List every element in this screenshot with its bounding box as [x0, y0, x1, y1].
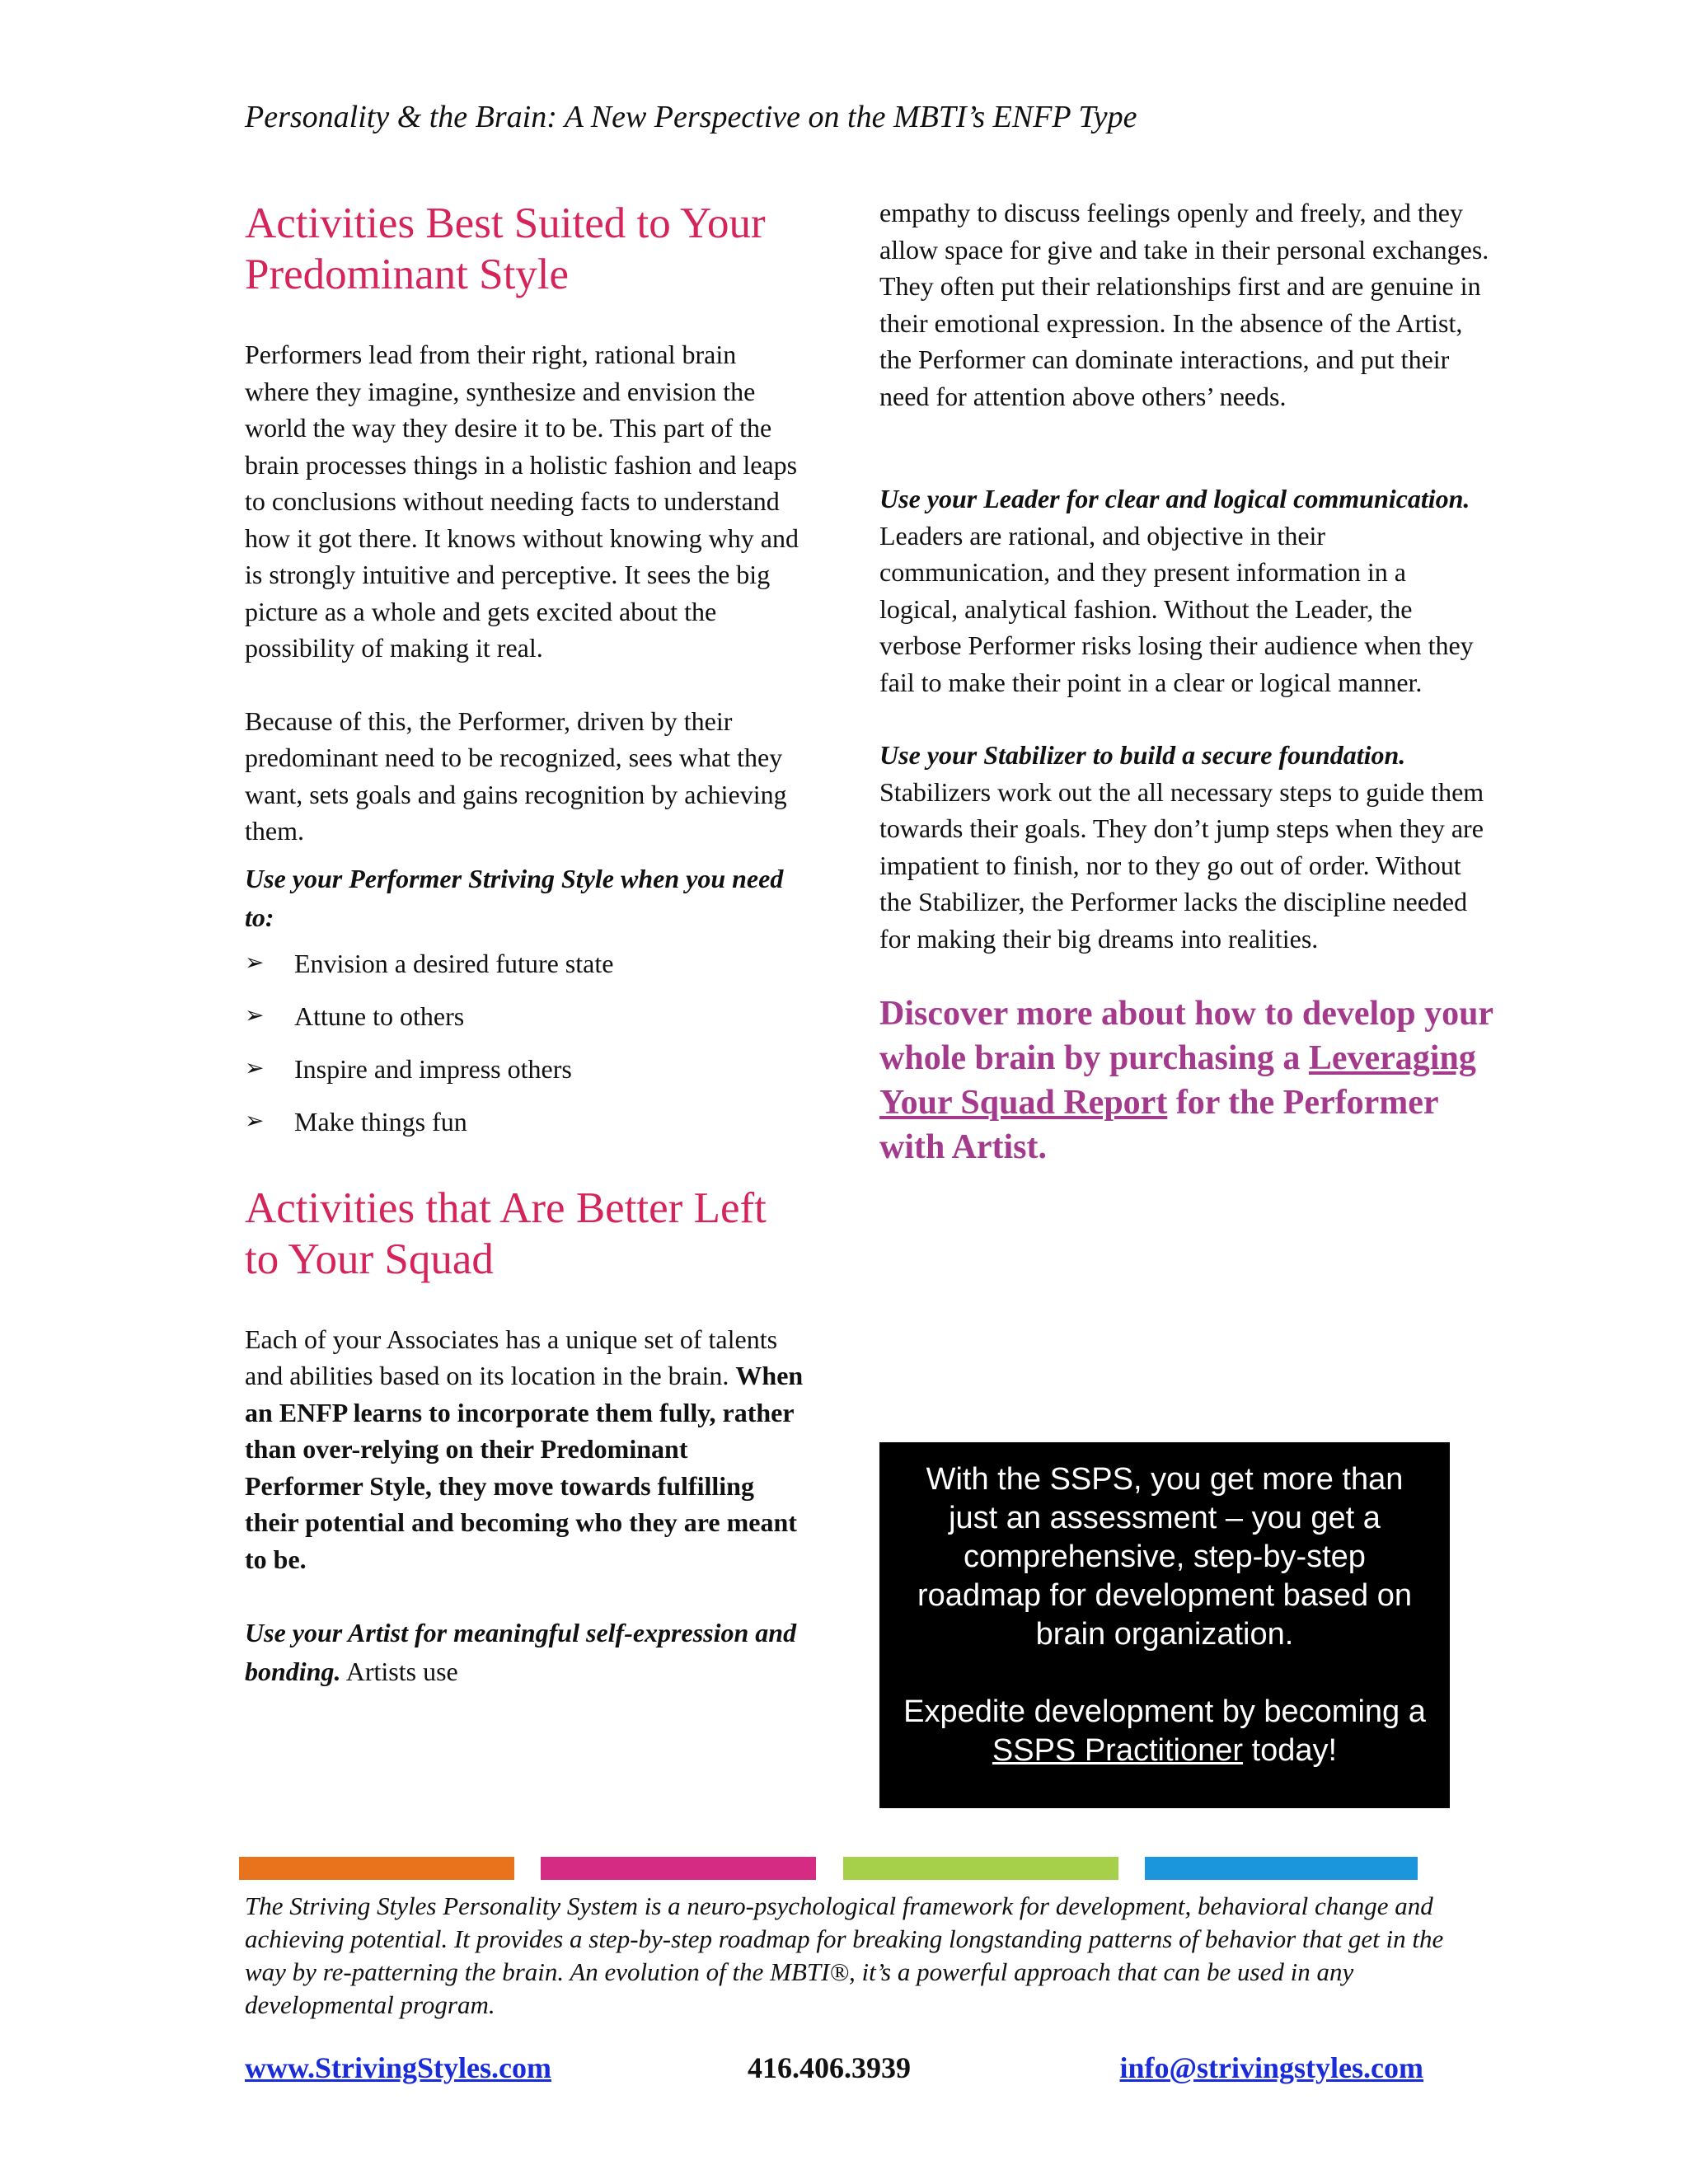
right-column	[879, 194, 1506, 1169]
footer-contacts	[245, 2049, 1423, 2087]
color-bar-blue	[1145, 1857, 1418, 1880]
stabilizer-paragraph: Use your Stabilizer to build a secure foundation. Stabilizers work out the all necessary steps to guide them towards their goals. They don’t jump steps when they are impatient to finish, nor to they go out of order. Without the Stabilizer, the Performer lacks the discipline needed for making their big dreams into realities.	[879, 740, 1484, 954]
list-item: ➢ Inspire and impress others	[245, 1051, 805, 1087]
arrow-bullet-icon: ➢	[245, 1108, 265, 1134]
associates-paragraph: Each of your Associates has a unique set of talents and abilities based on its location in the brain. When an ENFP learns to incorporate them fully, rather than over-relying on their Predominant Performer Style, they move towards fulfilling their potential and becoming who they are meant to be.	[245, 1324, 804, 1574]
leader-paragraph: Use your Leader for clear and logical communication. Leaders are rational, and objective in their communication, and they present information in a logical, analytical fashion. Without the Leader, the verbose Performer risks losing their audience when they fail to make their point in a clear or logical manner.	[879, 484, 1474, 697]
squad-report-link[interactable]: Leveraging Your Squad Report	[879, 1039, 1476, 1122]
performer-recognition: Because of this, the Performer, driven by their predominant need to be recognized, sees what they want, sets goals and gains recognition by achieving them.	[245, 705, 787, 846]
section-title-best-suited: Activities Best Suited to Your Predominant Style	[245, 199, 766, 298]
left-column	[245, 198, 805, 1691]
performer-uses-list	[245, 945, 805, 1140]
ssps-callout-text: With the SSPS, you get more than just an assessment – you get a comprehensive, step-by-step roadmap for development based on brain organization.	[917, 1462, 1412, 1652]
use-performer-heading: Use your Performer Striving Style when you need to:	[245, 863, 784, 932]
color-bar-orange	[239, 1857, 514, 1880]
color-bar-strip	[239, 1857, 1418, 1880]
ssps-practitioner-link[interactable]: SSPS Practitioner	[992, 1733, 1244, 1768]
list-item: ➢ Make things fun	[245, 1104, 805, 1140]
squad-report-promo: Discover more about how to develop your whole brain by purchasing a Leveraging Your Squad Report for the Performer with Artist.	[879, 995, 1493, 1166]
footer-note: The Striving Styles Personality System is a neuro-psychological framework for development, behavioral change and achieving potential. It provides a step-by-step roadmap for breaking longstanding patterns of behavior that get in the way by re-patterning the brain. An evolution of the MBTI®, it’s a powerful approach that can be used in any developmental program.	[245, 1891, 1444, 2019]
section-title-squad: Activities that Are Better Left to Your Squad	[245, 1183, 767, 1283]
ssps-callout-box	[879, 1442, 1450, 1808]
list-item: ➢ Envision a desired future state	[245, 945, 805, 982]
artist-paragraph: Use your Artist for meaningful self-expression and bonding. Artists use	[245, 1618, 797, 1686]
performer-description: Performers lead from their right, rational brain where they imagine, synthesize and envision the world the way they desire it to be. This part of the brain processes things in a holistic fashion and leaps to conclusions without needing facts to understand how it got there. It knows without knowing why and is strongly intuitive and perceptive. It sees the big picture as a whole and gets excited about the possibility of making it real.	[245, 340, 799, 663]
arrow-bullet-icon: ➢	[245, 1055, 265, 1081]
running-header: Personality & the Brain: A New Perspective on the MBTI’s ENFP Type	[245, 100, 1137, 134]
color-bar-magenta	[541, 1857, 816, 1880]
list-item: ➢ Attune to others	[245, 998, 805, 1034]
artist-continued: empathy to discuss feelings openly and freely, and they allow space for give and take in their personal exchanges. They often put their relationships first and are genuine in their emotional expression. In the absence of the Artist, the Performer can dominate interactions, and put their need for attention above others’ needs.	[879, 198, 1489, 411]
phone-number: 416.406.3939	[748, 2051, 911, 2084]
ssps-callout-cta: Expedite development by becoming a SSPS Practitioner today!	[903, 1694, 1426, 1768]
arrow-bullet-icon: ➢	[245, 1002, 265, 1029]
arrow-bullet-icon: ➢	[245, 949, 265, 976]
color-bar-green	[843, 1857, 1118, 1880]
website-link[interactable]: www.StrivingStyles.com	[245, 2051, 551, 2084]
email-link[interactable]: info@strivingstyles.com	[1119, 2051, 1423, 2084]
